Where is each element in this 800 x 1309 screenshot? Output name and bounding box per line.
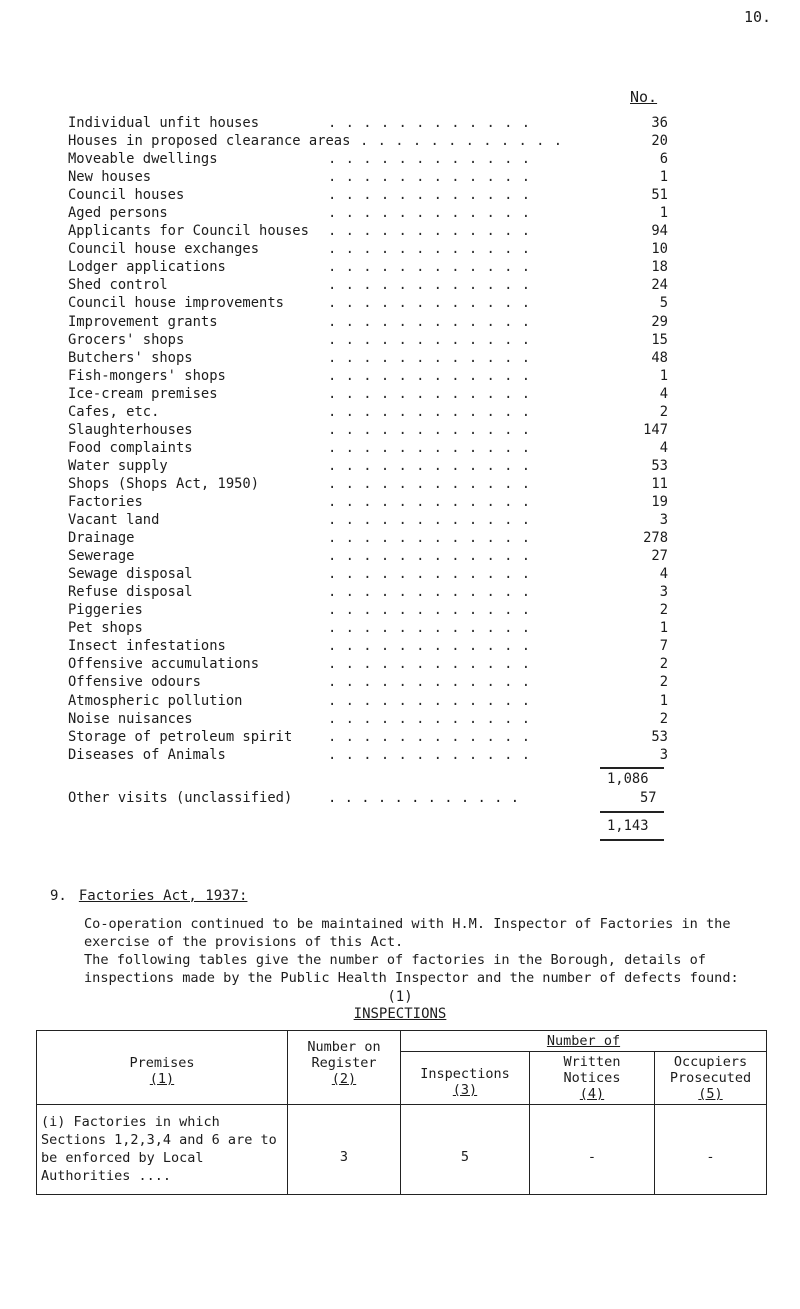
visit-label: Butchers' shops (68, 349, 193, 366)
leader-dots: . . . . . . . . . . . . (328, 584, 531, 601)
leader-dots: . . . . . . . . . . . . (328, 548, 531, 565)
other-visits-value: 57 (640, 790, 657, 806)
visit-count: 5 (659, 295, 668, 312)
visit-label: Pet shops (68, 620, 143, 637)
visit-label: Houses in proposed clearance areas (68, 133, 351, 150)
visit-count: 7 (659, 638, 668, 655)
total-rule-top (600, 811, 664, 813)
visit-count: 6 (659, 151, 668, 168)
visit-count: 15 (651, 331, 668, 348)
visit-label: Council house improvements (68, 295, 284, 312)
leader-dots: . . . . . . . . . . . . (328, 205, 531, 222)
list-item (68, 457, 668, 475)
visit-label: Individual unfit houses (68, 115, 260, 131)
visit-count: 11 (651, 475, 668, 492)
table-number: (1) (387, 989, 413, 1005)
leader-dots: . . . . . . . . . . . . (328, 746, 531, 763)
visit-count: 48 (651, 349, 668, 366)
visit-label: Shed control (68, 277, 168, 294)
list-item (68, 421, 668, 439)
visit-label: Noise nuisances (68, 710, 193, 727)
leader-dots: . . . . . . . . . . . . (328, 169, 531, 186)
list-item (68, 619, 668, 637)
cell-prosecuted: - (655, 1105, 767, 1195)
visit-count: 53 (651, 457, 668, 474)
list-item (68, 403, 668, 421)
list-item (68, 349, 668, 367)
list-item (68, 204, 668, 222)
visit-label: Water supply (68, 457, 168, 474)
table-row (37, 1105, 767, 1195)
leader-dots: . . . . . . . . . . . . (328, 728, 531, 745)
leader-dots: . . . . . . . . . . . . (328, 710, 531, 727)
list-item (68, 547, 668, 565)
visit-label: Insect infestations (68, 638, 226, 655)
leader-dots: . . . . . . . . . . . . (328, 223, 531, 240)
visit-label: Lodger applications (68, 259, 226, 276)
leader-dots: . . . . . . . . . . . . (328, 187, 531, 204)
visit-count: 94 (651, 223, 668, 240)
leader-dots: . . . . . . . . . . . . (328, 530, 531, 547)
list-item (68, 313, 668, 331)
list-item (68, 367, 668, 385)
visit-label: Cafes, etc. (68, 403, 160, 420)
leader-dots: . . . . . . . . . . . . (328, 313, 531, 330)
header-prosecuted (655, 1052, 767, 1105)
list-item (68, 168, 668, 186)
visit-count: 2 (659, 710, 668, 727)
list-item (68, 258, 668, 276)
visit-count: 24 (651, 277, 668, 294)
cell-inspections: 5 (401, 1105, 530, 1195)
cell-premises: (i) Factories in which Sections 1,2,3,4 and 6 are to be enforced by Local Authorities .... (37, 1105, 288, 1195)
list-item (68, 710, 668, 728)
visit-label: Slaughterhouses (68, 421, 193, 438)
visit-count: 3 (659, 512, 668, 529)
list-item (68, 331, 668, 349)
leader-dots: . . . . . . . . . . . . (328, 367, 531, 384)
leader-dots: . . . . . . . . . . . . (328, 241, 531, 258)
list-item (68, 150, 668, 168)
header-register-num: (2) (331, 1071, 357, 1087)
visit-label: Offensive odours (68, 674, 201, 691)
leader-dots: . . . . . . . . . . . . (328, 259, 531, 276)
header-notices (530, 1052, 655, 1105)
list-item (68, 439, 668, 457)
visit-label: Fish-mongers' shops (68, 367, 226, 384)
visit-label: Offensive accumulations (68, 656, 260, 673)
visit-count: 3 (659, 746, 668, 763)
header-prosecuted-label: Occupiers Prosecuted (669, 1054, 752, 1086)
visit-label: Shops (Shops Act, 1950) (68, 475, 260, 492)
leader-dots: . . . . . . . . . . . . (328, 493, 531, 510)
list-item (68, 294, 668, 312)
header-register-label: Number on Register (307, 1039, 381, 1071)
list-item (68, 728, 668, 746)
table-title: INSPECTIONS (353, 1006, 447, 1022)
leader-dots: . . . . . . . . . . . . (328, 349, 531, 366)
header-inspections-label: Inspections (420, 1066, 510, 1082)
leader-dots: . . . . . . . . . . . . (360, 133, 563, 150)
visit-label: Vacant land (68, 512, 160, 529)
section-title: Factories Act, 1937: (78, 888, 248, 904)
header-notices-num: (4) (579, 1086, 605, 1102)
leader-dots: . . . . . . . . . . . . (328, 403, 531, 420)
visit-count: 1 (659, 620, 668, 637)
visit-label: Sewerage (68, 548, 135, 565)
paragraph-tables-intro: The following tables give the number of factories in the Borough, details of inspections made by the Public Health Inspector and the number of defects found: (84, 952, 739, 986)
visit-label: Diseases of Animals (68, 746, 226, 763)
page-number: 10. (744, 8, 772, 26)
visit-label: Storage of petroleum spirit (68, 728, 293, 745)
visit-label: New houses (68, 169, 152, 186)
list-item (68, 673, 668, 691)
list-item (68, 222, 668, 240)
list-item (68, 276, 668, 294)
list-item (68, 114, 668, 132)
visit-count: 1 (659, 692, 668, 709)
visit-count: 147 (643, 421, 668, 438)
list-item (68, 511, 668, 529)
visit-label: Improvement grants (68, 313, 218, 330)
leader-dots: . . . . . . . . . . . . (328, 277, 531, 294)
header-prosecuted-num: (5) (698, 1086, 723, 1102)
paragraph-cooperation: Co-operation continued to be maintained with H.M. Inspector of Factories in the exercise of the provisions of this Act. (84, 916, 731, 950)
visit-label: Piggeries (68, 602, 143, 619)
visit-count: 53 (651, 728, 668, 745)
leader-dots: . . . . . . . . . . . . (328, 620, 531, 637)
header-premises-num: (1) (149, 1071, 175, 1087)
leader-dots: . . . . . . . . . . . . (328, 674, 531, 691)
cell-notices: - (530, 1105, 655, 1195)
visit-label: Factories (68, 493, 143, 510)
leader-dots: . . . . . . . . . . . . (328, 151, 531, 168)
visit-count: 2 (659, 656, 668, 673)
visit-count: 4 (659, 439, 668, 456)
list-item (68, 475, 668, 493)
other-visits-dots: . . . . . . . . . . . . (328, 790, 520, 806)
list-item (68, 385, 668, 403)
leader-dots: . . . . . . . . . . . . (328, 656, 531, 673)
header-number-of (401, 1031, 767, 1052)
section-number: 9. (50, 888, 67, 904)
column-header-no: No. (630, 88, 658, 106)
visit-label: Food complaints (68, 439, 193, 456)
visits-list (68, 114, 668, 764)
inspections-table (36, 1030, 767, 1195)
visit-count: 3 (659, 584, 668, 601)
leader-dots: . . . . . . . . . . . . (328, 295, 531, 312)
header-inspections-num: (3) (452, 1082, 478, 1098)
leader-dots: . . . . . . . . . . . . (328, 331, 531, 348)
leader-dots: . . . . . . . . . . . . (328, 638, 531, 655)
leader-dots: . . . . . . . . . . . . (328, 457, 531, 474)
visit-count: 51 (651, 187, 668, 204)
visit-count: 27 (651, 548, 668, 565)
leader-dots: . . . . . . . . . . . . (328, 385, 531, 402)
visit-count: 2 (659, 403, 668, 420)
visit-label: Aged persons (68, 205, 168, 222)
list-item (68, 529, 668, 547)
list-item (68, 132, 668, 150)
visit-count: 29 (651, 313, 668, 330)
visit-count: 1 (659, 169, 668, 186)
visit-count: 19 (651, 493, 668, 510)
visit-label: Moveable dwellings (68, 151, 218, 168)
list-item (68, 583, 668, 601)
visit-label: Sewage disposal (68, 566, 193, 583)
visit-label: Atmospheric pollution (68, 692, 243, 709)
visit-count: 278 (643, 530, 668, 547)
visit-count: 20 (651, 133, 668, 150)
leader-dots: . . . . . . . . . . . . (328, 566, 531, 583)
visit-label: Refuse disposal (68, 584, 193, 601)
leader-dots: . . . . . . . . . . . . (328, 602, 531, 619)
header-number-of-label: Number of (546, 1033, 621, 1049)
list-item (68, 692, 668, 710)
total-rule-bottom (600, 839, 664, 841)
section-heading (50, 888, 247, 904)
list-item (68, 240, 668, 258)
other-visits-label: Other visits (unclassified) (68, 790, 293, 806)
leader-dots: . . . . . . . . . . . . (328, 692, 531, 709)
visit-label: Ice-cream premises (68, 385, 218, 402)
visit-count: 2 (659, 602, 668, 619)
visit-count: 4 (659, 385, 668, 402)
grand-total-value: 1,143 (607, 818, 649, 834)
visit-count: 4 (659, 566, 668, 583)
list-item (68, 565, 668, 583)
visit-label: Council house exchanges (68, 241, 260, 258)
header-inspections (401, 1052, 530, 1105)
header-notices-label: Written Notices (563, 1054, 621, 1086)
cell-register: 3 (288, 1105, 401, 1195)
visit-count: 1 (659, 205, 668, 222)
visit-count: 10 (651, 241, 668, 258)
list-item (68, 601, 668, 619)
visit-count: 1 (659, 367, 668, 384)
subtotal-value: 1,086 (607, 771, 649, 787)
visit-label: Council houses (68, 187, 185, 204)
header-premises-label: Premises (129, 1055, 195, 1071)
header-premises (37, 1031, 288, 1105)
visit-count: 2 (659, 674, 668, 691)
list-item (68, 637, 668, 655)
list-item (68, 746, 668, 764)
visit-count: 36 (651, 115, 668, 131)
leader-dots: . . . . . . . . . . . . (328, 115, 531, 131)
list-item (68, 493, 668, 511)
visit-label: Grocers' shops (68, 331, 185, 348)
header-register (288, 1031, 401, 1105)
leader-dots: . . . . . . . . . . . . (328, 439, 531, 456)
table-group-row (37, 1031, 767, 1052)
subtotal-rule (600, 767, 664, 769)
visit-label: Drainage (68, 530, 135, 547)
list-item (68, 186, 668, 204)
leader-dots: . . . . . . . . . . . . (328, 421, 531, 438)
visit-count: 18 (651, 259, 668, 276)
list-item (68, 655, 668, 673)
leader-dots: . . . . . . . . . . . . (328, 475, 531, 492)
visit-label: Applicants for Council houses (68, 223, 309, 240)
leader-dots: . . . . . . . . . . . . (328, 512, 531, 529)
